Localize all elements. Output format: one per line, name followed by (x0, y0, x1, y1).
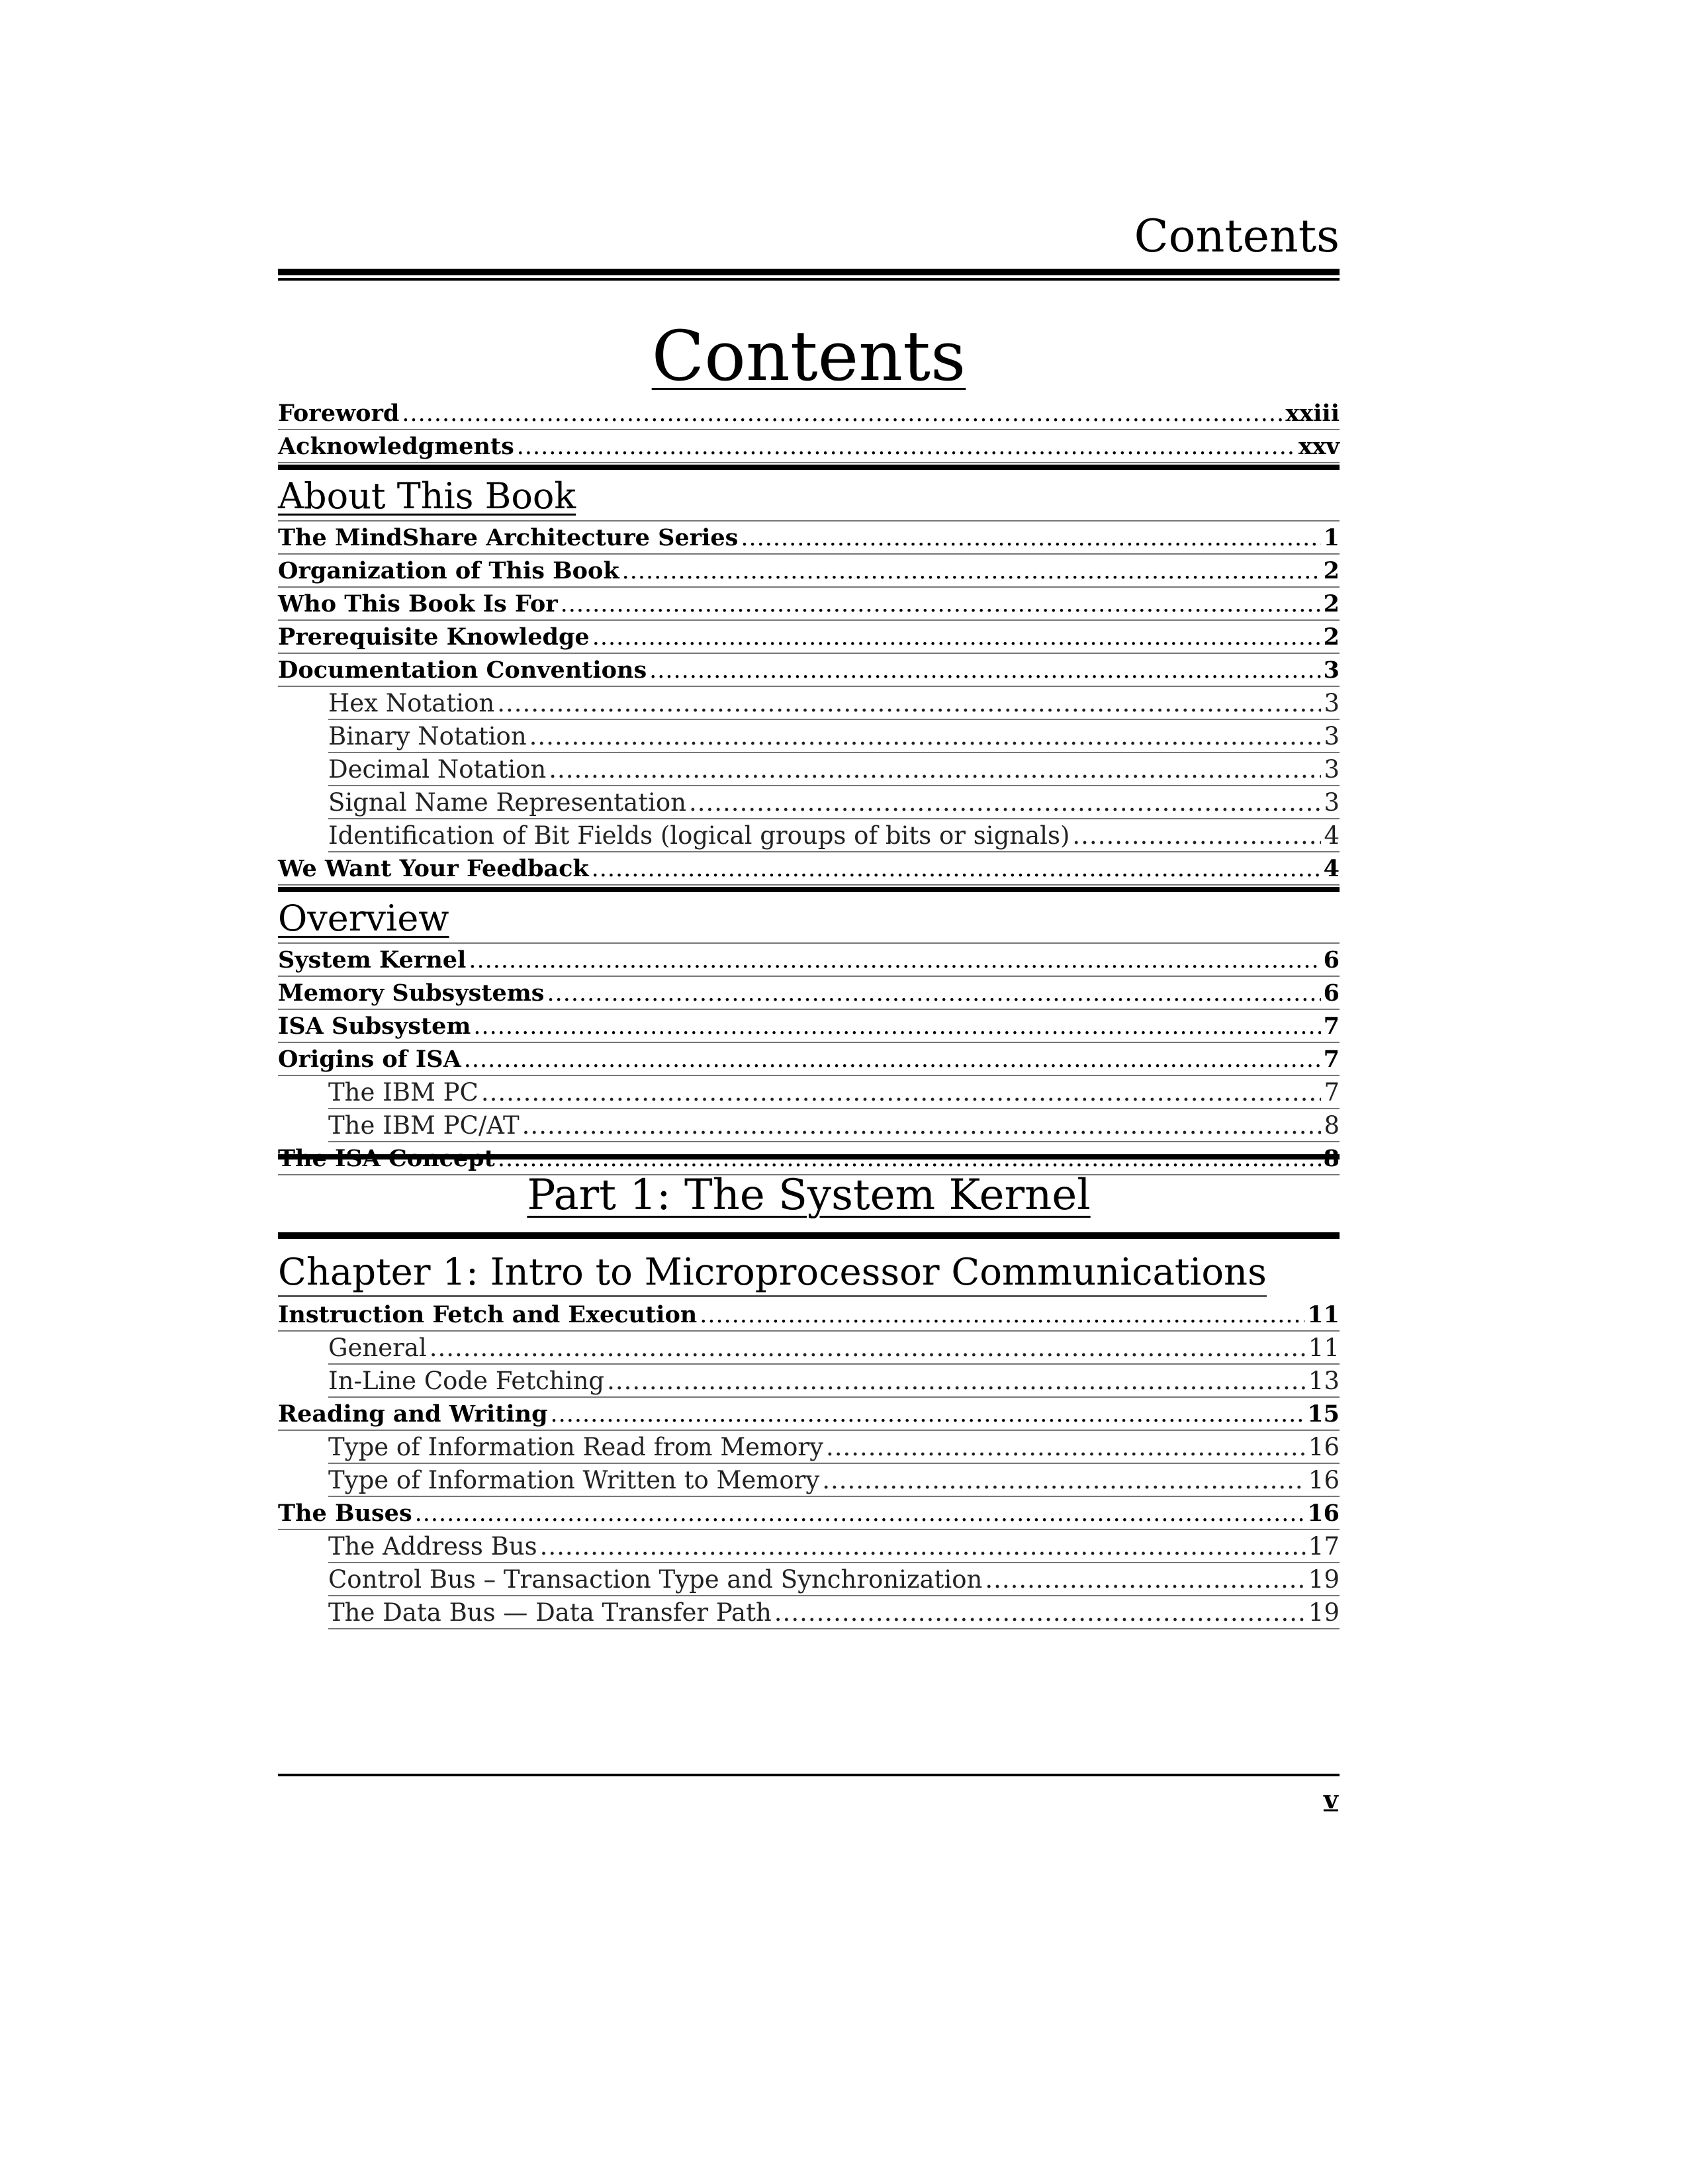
toc-entry-page: xxv (1298, 433, 1340, 460)
toc-entry-title: Identification of Bit Fields (logical groups of bits or signals) (328, 821, 1070, 850)
toc-entry[interactable] (328, 786, 1340, 819)
toc-entry-title: Acknowledgments (278, 433, 514, 460)
toc-entry[interactable] (278, 1497, 1340, 1530)
toc-entry[interactable] (278, 977, 1340, 1010)
toc-entry[interactable] (278, 588, 1340, 621)
toc-entry-page: 3 (1324, 689, 1340, 717)
dot-leader (481, 1076, 1322, 1109)
toc-entry-page: 4 (1323, 855, 1340, 882)
dot-leader (592, 621, 1321, 654)
toc-entry-page: 17 (1308, 1532, 1340, 1561)
part-rule-top (278, 1154, 1340, 1160)
dot-leader (529, 720, 1322, 753)
toc-entry-page: 6 (1323, 979, 1340, 1007)
dot-leader (622, 555, 1321, 588)
toc-entry[interactable] (328, 1109, 1340, 1142)
section-heading-about[interactable]: About This Book (278, 470, 1340, 522)
dot-leader (547, 977, 1320, 1010)
toc-entry-page: 2 (1323, 557, 1340, 584)
toc-entry[interactable] (328, 753, 1340, 786)
part-title[interactable]: Part 1: The System Kernel (527, 1171, 1091, 1220)
dot-leader (774, 1596, 1306, 1629)
toc-entry-title: Hex Notation (328, 689, 495, 717)
toc-entry-title: Who This Book Is For (278, 590, 558, 617)
toc-entry[interactable] (328, 1431, 1340, 1464)
dot-leader (473, 1010, 1320, 1043)
section-heading-overview[interactable]: Overview (278, 892, 1340, 944)
chapter-heading[interactable]: Chapter 1: Intro to Microprocessor Communications (278, 1244, 1340, 1298)
toc-entry-title: Type of Information Read from Memory (328, 1433, 823, 1461)
header-rule (278, 269, 1340, 275)
toc-entry-title: Type of Information Written to Memory (328, 1466, 820, 1494)
toc-entry[interactable] (278, 430, 1340, 463)
toc-entry-page: xxiii (1285, 400, 1340, 427)
dot-leader (741, 522, 1320, 555)
dot-leader (402, 397, 1283, 430)
toc-entry-title: Foreword (278, 400, 400, 427)
toc-entry[interactable] (328, 819, 1340, 852)
toc-entry-page: 19 (1308, 1598, 1340, 1627)
toc-entry[interactable] (278, 654, 1340, 687)
toc-front (278, 397, 1340, 1175)
toc-entry-title: The MindShare Architecture Series (278, 524, 739, 551)
toc-entry-title: Instruction Fetch and Execution (278, 1301, 698, 1328)
toc-entry-title: ISA Subsystem (278, 1013, 471, 1040)
toc-entry-title: Organization of This Book (278, 557, 619, 584)
chapter1-entries (278, 1298, 1340, 1629)
toc-entry-page: 11 (1307, 1301, 1340, 1328)
toc-entry-page: 7 (1324, 1078, 1340, 1107)
toc-entry-title: System Kernel (278, 946, 467, 974)
toc-entry[interactable] (328, 1563, 1340, 1596)
toc-entry[interactable] (278, 522, 1340, 555)
toc-entry-page: 7 (1323, 1013, 1340, 1040)
toc-entry-title: The Buses (278, 1500, 412, 1527)
toc-entry-page: 4 (1324, 821, 1340, 850)
section-rule (278, 887, 1340, 892)
toc-entry-title: The IBM PC/AT (328, 1111, 520, 1140)
toc-entry-page: 11 (1308, 1334, 1340, 1362)
toc-entry-title: Binary Notation (328, 722, 527, 751)
toc-entry[interactable] (328, 1076, 1340, 1109)
toc-entry-page: 1 (1323, 524, 1340, 551)
toc-entry[interactable] (278, 852, 1340, 886)
toc-chapter1 (278, 1244, 1340, 1629)
dot-leader (464, 1043, 1321, 1076)
toc-entry[interactable] (328, 1596, 1340, 1629)
dot-leader (607, 1365, 1306, 1398)
toc-entry[interactable] (278, 621, 1340, 654)
dot-leader (551, 1398, 1305, 1431)
toc-entry[interactable] (278, 1298, 1340, 1332)
about-entries (278, 522, 1340, 886)
toc-entry-title: Prerequisite Knowledge (278, 623, 590, 651)
header-rule-thin (278, 278, 1340, 281)
toc-entry-title: The Address Bus (328, 1532, 537, 1561)
toc-entry[interactable] (328, 720, 1340, 753)
toc-entry[interactable] (328, 1365, 1340, 1398)
page-number: v (1323, 1784, 1338, 1814)
dot-leader (430, 1332, 1306, 1365)
toc-entry-title: Reading and Writing (278, 1400, 548, 1428)
toc-entry-title: Memory Subsystems (278, 979, 545, 1007)
toc-entry-title: Decimal Notation (328, 755, 547, 784)
toc-entry[interactable] (278, 944, 1340, 977)
toc-entry[interactable] (278, 1043, 1340, 1076)
toc-entry-page: 2 (1323, 623, 1340, 651)
toc-entry-page: 2 (1323, 590, 1340, 617)
toc-entry[interactable] (328, 1332, 1340, 1365)
toc-entry[interactable] (328, 1530, 1340, 1563)
toc-entry-title: The Data Bus — Data Transfer Path (328, 1598, 772, 1627)
toc-entry-page: 7 (1323, 1046, 1340, 1073)
toc-entry-title: Control Bus – Transaction Type and Synchronization (328, 1565, 983, 1594)
overview-entries (278, 944, 1340, 1175)
dot-leader (592, 852, 1321, 886)
dot-leader (522, 1109, 1322, 1142)
toc-entry[interactable] (278, 397, 1340, 430)
dot-leader (985, 1563, 1306, 1596)
toc-entry-title: Documentation Conventions (278, 657, 647, 684)
toc-entry-title: In-Line Code Fetching (328, 1367, 605, 1395)
toc-entry-title: Origins of ISA (278, 1046, 461, 1073)
toc-entry-page: 3 (1324, 755, 1340, 784)
dot-leader (497, 687, 1321, 720)
dot-leader (469, 944, 1320, 977)
toc-entry-page: 15 (1307, 1400, 1340, 1428)
toc-entry-page: 13 (1308, 1367, 1340, 1395)
dot-leader (517, 430, 1296, 463)
toc-entry[interactable] (278, 555, 1340, 588)
dot-leader (822, 1464, 1306, 1497)
toc-entry[interactable] (328, 687, 1340, 720)
dot-leader (1072, 819, 1321, 852)
toc-entry[interactable] (278, 1398, 1340, 1431)
dot-leader (826, 1431, 1306, 1464)
toc-entry-page: 3 (1323, 657, 1340, 684)
toc-entry[interactable] (328, 1464, 1340, 1497)
toc-entry-page: 16 (1308, 1466, 1340, 1494)
dot-leader (561, 588, 1321, 621)
dot-leader (649, 654, 1320, 687)
dot-leader (540, 1530, 1306, 1563)
toc-entry-title: Signal Name Representation (328, 788, 686, 817)
dot-leader (549, 753, 1321, 786)
running-head: Contents (1134, 210, 1340, 263)
page-title: Contents (651, 316, 966, 396)
toc-entry-title: The IBM PC (328, 1078, 478, 1107)
toc-entry-page: 3 (1324, 788, 1340, 817)
dot-leader (689, 786, 1321, 819)
toc-entry-page: 16 (1307, 1500, 1340, 1527)
toc-entry-title: General (328, 1334, 427, 1362)
toc-entry-page: 3 (1324, 722, 1340, 751)
part-rule-bottom (278, 1232, 1340, 1239)
toc-entry-page: 6 (1323, 946, 1340, 974)
dot-leader (415, 1497, 1305, 1530)
toc-entry-page: 16 (1308, 1433, 1340, 1461)
toc-entry-title: We Want Your Feedback (278, 855, 589, 882)
toc-entry[interactable] (278, 1010, 1340, 1043)
toc-entry-page: 8 (1324, 1111, 1340, 1140)
toc-entry-page: 19 (1308, 1565, 1340, 1594)
footer-rule (278, 1774, 1340, 1776)
dot-leader (700, 1298, 1304, 1332)
section-rule (278, 465, 1340, 470)
